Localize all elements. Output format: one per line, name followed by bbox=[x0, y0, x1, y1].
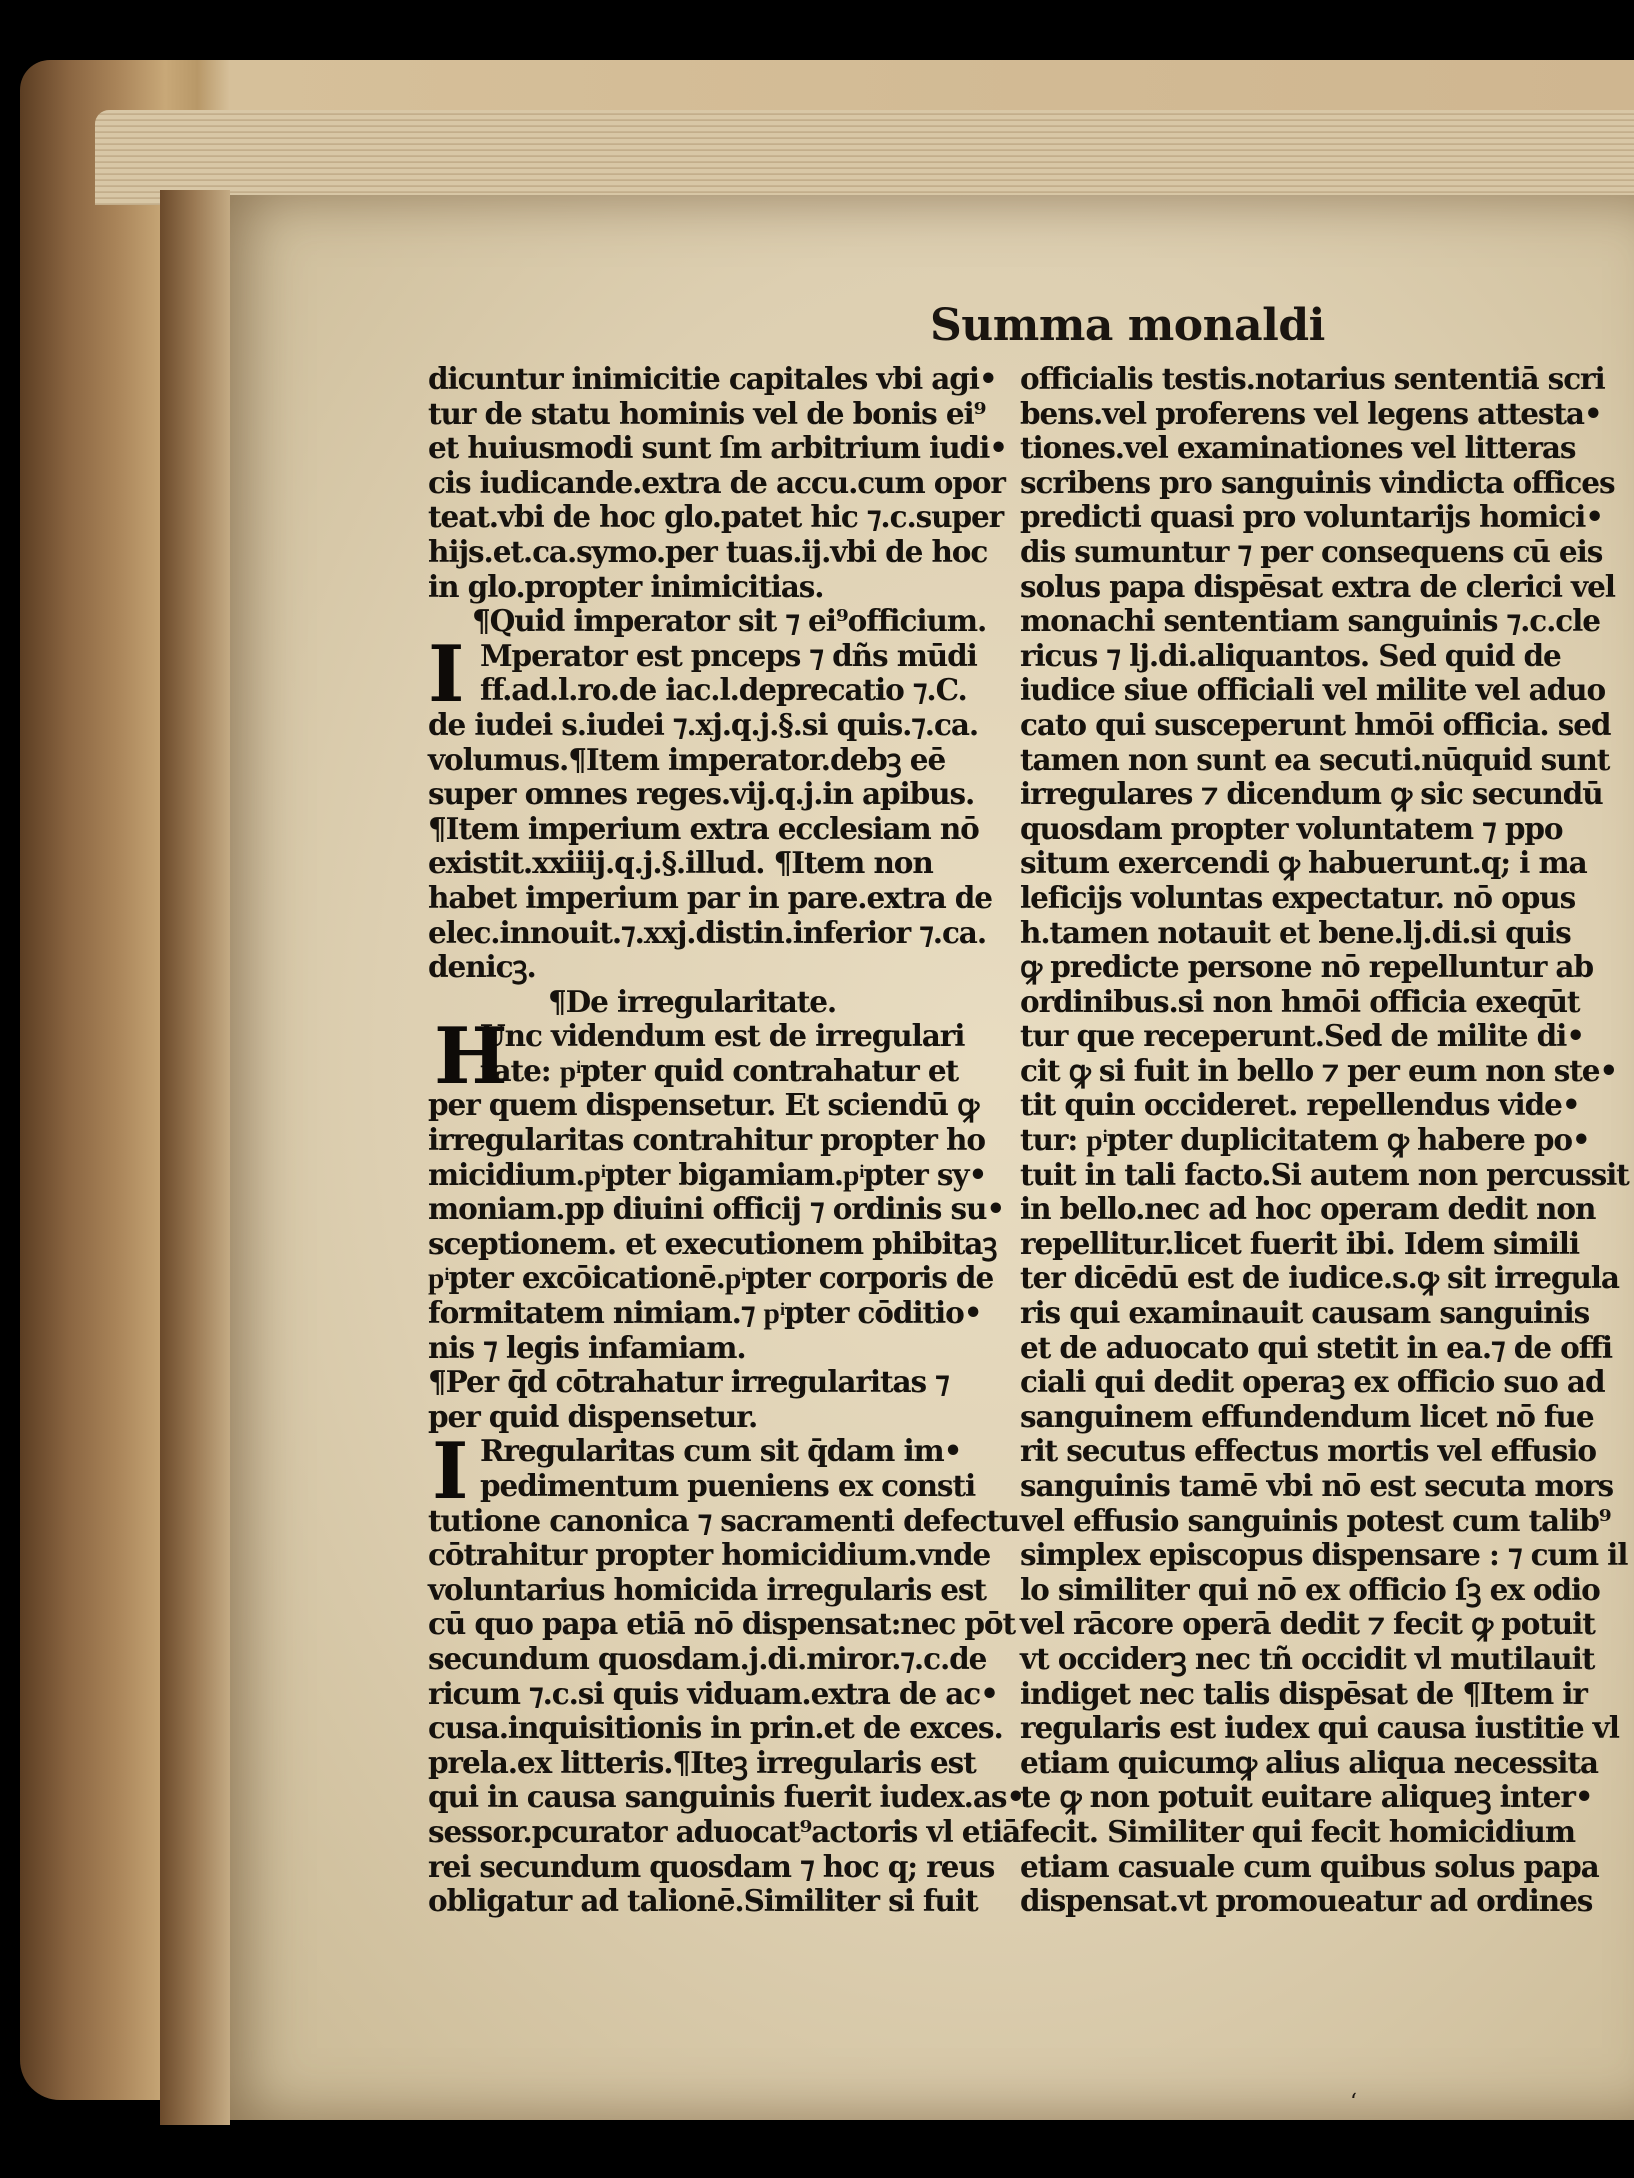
text-line: cato qui susceperunt hmōi officia. sed bbox=[1020, 706, 1611, 742]
text-line: ordinibus.si non hmōi officia exeqūt bbox=[1020, 983, 1580, 1019]
text-line: ter dicēdū est de iudice.s.ꝙ sit irregula bbox=[1020, 1260, 1619, 1296]
running-head: Summa monaldi bbox=[930, 300, 1325, 351]
text-line: ¶De irregularitate. bbox=[548, 983, 837, 1019]
right-text-column bbox=[1020, 362, 1629, 1919]
text-line: tutione canonica ⁊ sacramenti defectu bbox=[428, 1502, 1020, 1538]
left-text-column bbox=[428, 362, 1024, 1919]
text-line: irregularitas contrahitur propter ho bbox=[428, 1122, 985, 1158]
text-line: qui in causa sanguinis fuerit iudex.as• bbox=[428, 1779, 1025, 1815]
text-line: Unc videndum est de irregulari bbox=[480, 1018, 965, 1054]
text-line: sessor.pcurator aduocat⁹actoris vl etiā bbox=[428, 1813, 1021, 1849]
text-line: fecit. Similiter qui fecit homicidium bbox=[1020, 1813, 1575, 1849]
text-line: leficijs voluntas expectatur. nō opus bbox=[1020, 879, 1576, 915]
text-line: micidium.pͥpter bigamiam.pͥpter sy• bbox=[428, 1156, 987, 1192]
text-line: et huiusmodi sunt ſm arbitrium iudi• bbox=[428, 430, 1007, 466]
text-line: ricus ⁊ lj.di.aliquantos. Sed quid de bbox=[1020, 637, 1561, 673]
text-line: quosdam propter voluntatem ⁊ ppo bbox=[1020, 810, 1563, 846]
text-line: dis sumuntur ⁊ per consequens cū eis bbox=[1020, 533, 1603, 569]
text-line: ris qui examinauit causam sanguinis bbox=[1020, 1295, 1590, 1331]
text-line: te ꝙ non potuit euitare aliqueꝫ inter• bbox=[1020, 1779, 1593, 1815]
text-line: tiones.vel examinationes vel litteras bbox=[1020, 430, 1576, 466]
text-line: bens.vel proferens vel legens attesta• bbox=[1020, 395, 1602, 431]
text-line: monachi sententiam sanguinis ⁊.c.cle bbox=[1020, 603, 1600, 639]
text-line: indiget nec talis dispēsat de ¶Item ir bbox=[1020, 1675, 1587, 1711]
text-line: super omnes reges.vij.q.j.in apibus. bbox=[428, 776, 975, 812]
text-line: formitatem nimiam.⁊ pͥpter cōditio• bbox=[428, 1295, 982, 1331]
text-line: in glo.propter inimicitias. bbox=[428, 568, 824, 604]
text-line: hijs.et.ca.symo.per tuas.ij.vbi de hoc bbox=[428, 533, 988, 569]
text-line: dispensat.vt promoueatur ad ordines bbox=[1020, 1883, 1593, 1919]
text-line: et de aduocato qui stetit in ea.⁊ de offi bbox=[1020, 1329, 1612, 1365]
text-line: tate: pͥpter quid contrahatur et bbox=[480, 1052, 959, 1088]
text-line: tit quin occideret. repellendus vide• bbox=[1020, 1087, 1580, 1123]
text-line: cū quo papa etiā nō dispensat:nec pōt bbox=[428, 1606, 1016, 1642]
text-line: etiam casuale cum quibus solus papa bbox=[1020, 1848, 1599, 1884]
text-line: regularis est iudex qui causa iustitie vl bbox=[1020, 1710, 1619, 1746]
text-line: pͥpter excōicationē.pͥpter corporis de bbox=[428, 1260, 994, 1296]
text-line: in bello.nec ad hoc operam dedit non bbox=[1020, 1191, 1596, 1227]
text-line: per quid dispensetur. bbox=[428, 1398, 758, 1434]
page-gutter bbox=[160, 190, 230, 2125]
text-line: sanguinem effundendum licet nō fue bbox=[1020, 1398, 1594, 1434]
text-line: Rregularitas cum sit q̄dam im• bbox=[480, 1433, 962, 1469]
dropcap-imperator: I bbox=[428, 629, 465, 720]
text-line: teat.vbi de hoc glo.patet hic ⁊.c.super bbox=[428, 499, 1004, 535]
text-line: iudice siue officiali vel milite vel aduo bbox=[1020, 672, 1606, 708]
text-line: dicuntur inimicitie capitales vbi agi• bbox=[428, 361, 997, 396]
text-line: existit.xxiiij.q.j.§.illud. ¶Item non bbox=[428, 845, 933, 881]
text-line: nis ⁊ legis infamiam. bbox=[428, 1329, 746, 1365]
text-line: ¶Per q̄d cōtrahatur irregularitas ⁊ bbox=[428, 1364, 949, 1400]
text-line: pedimentum pueniens ex consti bbox=[480, 1468, 976, 1503]
text-line: etiam quicumꝙ alius aliqua necessita bbox=[1020, 1744, 1598, 1780]
text-line: volumus.¶Item imperator.debꝫ eē bbox=[428, 741, 946, 777]
text-line: denicꝫ. bbox=[428, 949, 536, 985]
text-line: vel effusio sanguinis potest cum talib⁹ bbox=[1020, 1502, 1611, 1538]
text-line: cōtrahitur propter homicidium.vnde bbox=[428, 1537, 991, 1573]
text-line: cusa.inquisitionis in prin.et de exces. bbox=[428, 1710, 1003, 1746]
text-line: predicti quasi pro voluntarijs homici• bbox=[1020, 499, 1603, 535]
text-line: officialis testis.notarius sententiā scri bbox=[1020, 361, 1605, 396]
text-line: secundum quosdam.j.di.miror.⁊.c.de bbox=[428, 1640, 987, 1676]
text-line: ff.ad.l.ro.de iac.l.deprecatio ⁊.C. bbox=[480, 672, 967, 708]
text-line: situm exercendi ꝙ habuerunt.q; i ma bbox=[1020, 845, 1587, 881]
text-line: h.tamen notauit et bene.lj.di.si quis bbox=[1020, 914, 1571, 950]
text-line: sanguinis tamē vbi nō est secuta mors bbox=[1020, 1468, 1614, 1503]
text-line: habet imperium par in pare.extra de bbox=[428, 879, 992, 915]
text-line: simplex episcopus dispensare : ⁊ cum il bbox=[1020, 1537, 1628, 1573]
text-line: tamen non sunt ea secuti.nūquid sunt bbox=[1020, 741, 1610, 777]
dropcap-hunc: H bbox=[434, 1011, 508, 1102]
page-edges bbox=[95, 110, 1634, 205]
text-line: obligatur ad talionē.Similiter si fuit bbox=[428, 1883, 978, 1919]
text-line: cis iudicande.extra de accu.cum opor bbox=[428, 464, 1005, 500]
text-line: ꝙ predicte persone nō repelluntur ab bbox=[1020, 949, 1593, 985]
text-line: rei secundum quosdam ⁊ hoc q; reus bbox=[428, 1848, 995, 1884]
text-line: prela.ex litteris.¶Iteꝫ irregularis est bbox=[428, 1744, 976, 1780]
text-line: ¶Item imperium extra ecclesiam nō bbox=[428, 810, 979, 846]
text-line: per quem dispensetur. Et sciendū ꝙ bbox=[428, 1087, 979, 1123]
text-line: ricum ⁊.c.si quis viduam.extra de ac• bbox=[428, 1675, 998, 1711]
text-line: repellitur.licet fuerit ibi. Idem simili bbox=[1020, 1225, 1580, 1261]
text-line: de iudei s.iudei ⁊.xj.q.j.§.si quis.⁊.ca. bbox=[428, 706, 979, 742]
text-line: tur que receperunt.Sed de milite di• bbox=[1020, 1018, 1584, 1054]
text-line: tuit in tali facto.Si autem non percussit bbox=[1020, 1156, 1629, 1192]
text-line: sceptionem. et executionem phibitaꝫ bbox=[428, 1225, 997, 1261]
text-line: tur de statu hominis vel de bonis ei⁹ bbox=[428, 395, 986, 431]
text-line: ciali qui dedit operaꝫ ex officio suo ad bbox=[1020, 1364, 1605, 1400]
text-line: voluntarius homicida irregularis est bbox=[428, 1571, 986, 1607]
dropcap-irregularitas: I bbox=[432, 1426, 469, 1517]
text-line: elec.innouit.⁊.xxj.distin.inferior ⁊.ca. bbox=[428, 914, 986, 950]
text-line: irregulares ⁊ dicendum ꝙ sic secundū bbox=[1020, 776, 1603, 812]
text-line: cit ꝙ si fuit in bello ⁊ per eum non ste• bbox=[1020, 1052, 1618, 1088]
text-line: vel rācore operā dedit ⁊ fecit ꝙ potuit bbox=[1020, 1606, 1595, 1642]
text-line: Mperator est pnceps ⁊ dñs mūdi bbox=[480, 637, 977, 673]
text-line: scribens pro sanguinis vindicta offices bbox=[1020, 464, 1615, 500]
text-line: solus papa dispēsat extra de clerici vel bbox=[1020, 568, 1615, 604]
page-mark: ʻ bbox=[1350, 2090, 1357, 2115]
text-line: lo similiter qui nō ex officio ſꝫ ex odio bbox=[1020, 1571, 1600, 1607]
text-line: rit secutus effectus mortis vel effusio bbox=[1020, 1433, 1596, 1469]
text-line: vt occiderꝫ nec tñ occidit vl mutilauit bbox=[1020, 1640, 1595, 1676]
text-line: tur: pͥpter duplicitatem ꝙ habere po• bbox=[1020, 1122, 1590, 1158]
text-line: moniam.pp diuini officij ⁊ ordinis su• bbox=[428, 1191, 1005, 1227]
text-line: ¶Quid imperator sit ⁊ ei⁹officium. bbox=[472, 603, 987, 639]
